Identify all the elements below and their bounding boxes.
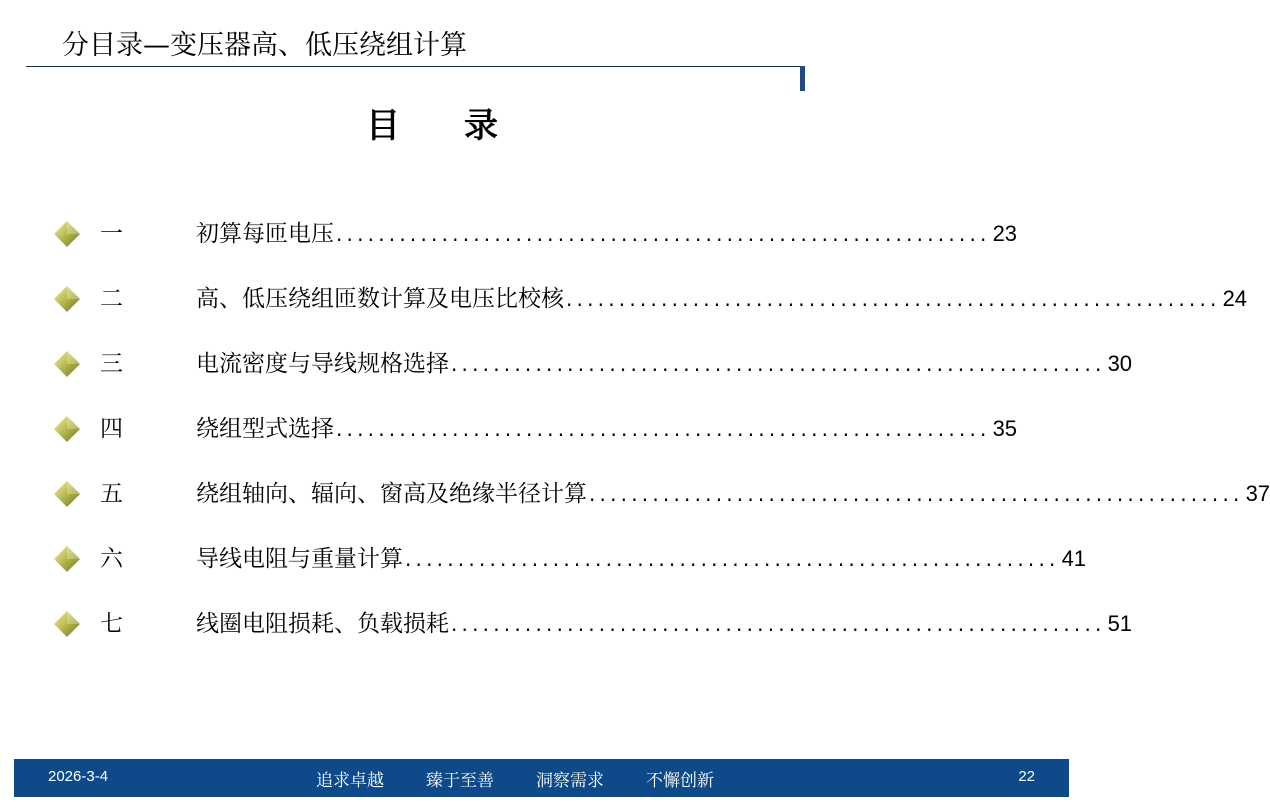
toc-item-number: 二	[100, 286, 123, 312]
toc-heading-part2: 录	[464, 106, 498, 146]
header-divider-accent	[800, 66, 805, 91]
footer-slogan: 不懈创新	[646, 771, 714, 791]
toc-item-number: 七	[100, 611, 123, 637]
toc-item[interactable]	[52, 602, 1133, 646]
footer-slogans	[316, 766, 756, 791]
toc-leader-dots: ..............................................................	[589, 482, 1244, 506]
toc-item-page: 23	[992, 221, 1018, 246]
toc-item-title: 高、低压绕组匝数计算及电压比校核	[196, 286, 564, 312]
toc-item-page: 24	[1222, 286, 1248, 311]
toc-leader-dots: ..............................................................	[336, 222, 991, 246]
toc-item-page: 51	[1107, 611, 1133, 636]
diamond-bullet-icon	[52, 414, 82, 444]
toc-item-title: 电流密度与导线规格选择	[196, 351, 449, 377]
toc-item-page: 41	[1061, 546, 1087, 571]
toc-leader-dots: ..............................................................	[336, 417, 991, 441]
toc-item-number: 六	[100, 546, 123, 572]
toc-leader-dots: ..............................................................	[405, 547, 1060, 571]
footer-slogan: 臻于至善	[426, 771, 494, 791]
header-divider	[26, 66, 804, 67]
toc-item-page: 30	[1107, 351, 1133, 376]
toc-item-page: 35	[992, 416, 1018, 441]
toc-item[interactable]	[52, 537, 1087, 581]
toc-item-number: 三	[100, 351, 123, 377]
toc-leader-dots: ..............................................................	[566, 287, 1221, 311]
toc-item[interactable]	[52, 212, 1018, 256]
footer-slogan: 追求卓越	[316, 771, 384, 791]
toc-heading	[366, 104, 566, 148]
toc-item[interactable]	[52, 277, 1248, 321]
diamond-bullet-icon	[52, 544, 82, 574]
toc-item-title: 线圈电阻损耗、负载损耗	[196, 611, 449, 637]
toc-heading-part1: 目	[366, 106, 400, 146]
footer-slogan: 洞察需求	[536, 771, 604, 791]
footer-page-number: 22	[1018, 768, 1035, 785]
toc-item-title: 初算每匝电压	[196, 221, 334, 247]
toc-item-title: 导线电阻与重量计算	[196, 546, 403, 572]
diamond-bullet-icon	[52, 349, 82, 379]
toc-leader-dots: ..............................................................	[451, 612, 1106, 636]
toc-leader-dots: ..............................................................	[451, 352, 1106, 376]
toc-item-number: 四	[100, 416, 123, 442]
toc-item-number: 五	[100, 481, 123, 507]
diamond-bullet-icon	[52, 609, 82, 639]
toc-item-number: 一	[100, 221, 123, 247]
toc-item-title: 绕组轴向、辐向、窗高及绝缘半径计算	[196, 481, 587, 507]
section-title: 分目录—变压器高、低压绕组计算	[62, 30, 467, 61]
diamond-bullet-icon	[52, 479, 82, 509]
toc-item-title: 绕组型式选择	[196, 416, 334, 442]
toc-item-page: 37	[1245, 481, 1270, 506]
toc-item[interactable]	[52, 472, 1270, 516]
footer-bar	[14, 759, 1069, 797]
toc-item[interactable]	[52, 342, 1133, 386]
diamond-bullet-icon	[52, 219, 82, 249]
toc-item[interactable]	[52, 407, 1018, 451]
footer-date: 2026-3-4	[48, 768, 109, 785]
diamond-bullet-icon	[52, 284, 82, 314]
